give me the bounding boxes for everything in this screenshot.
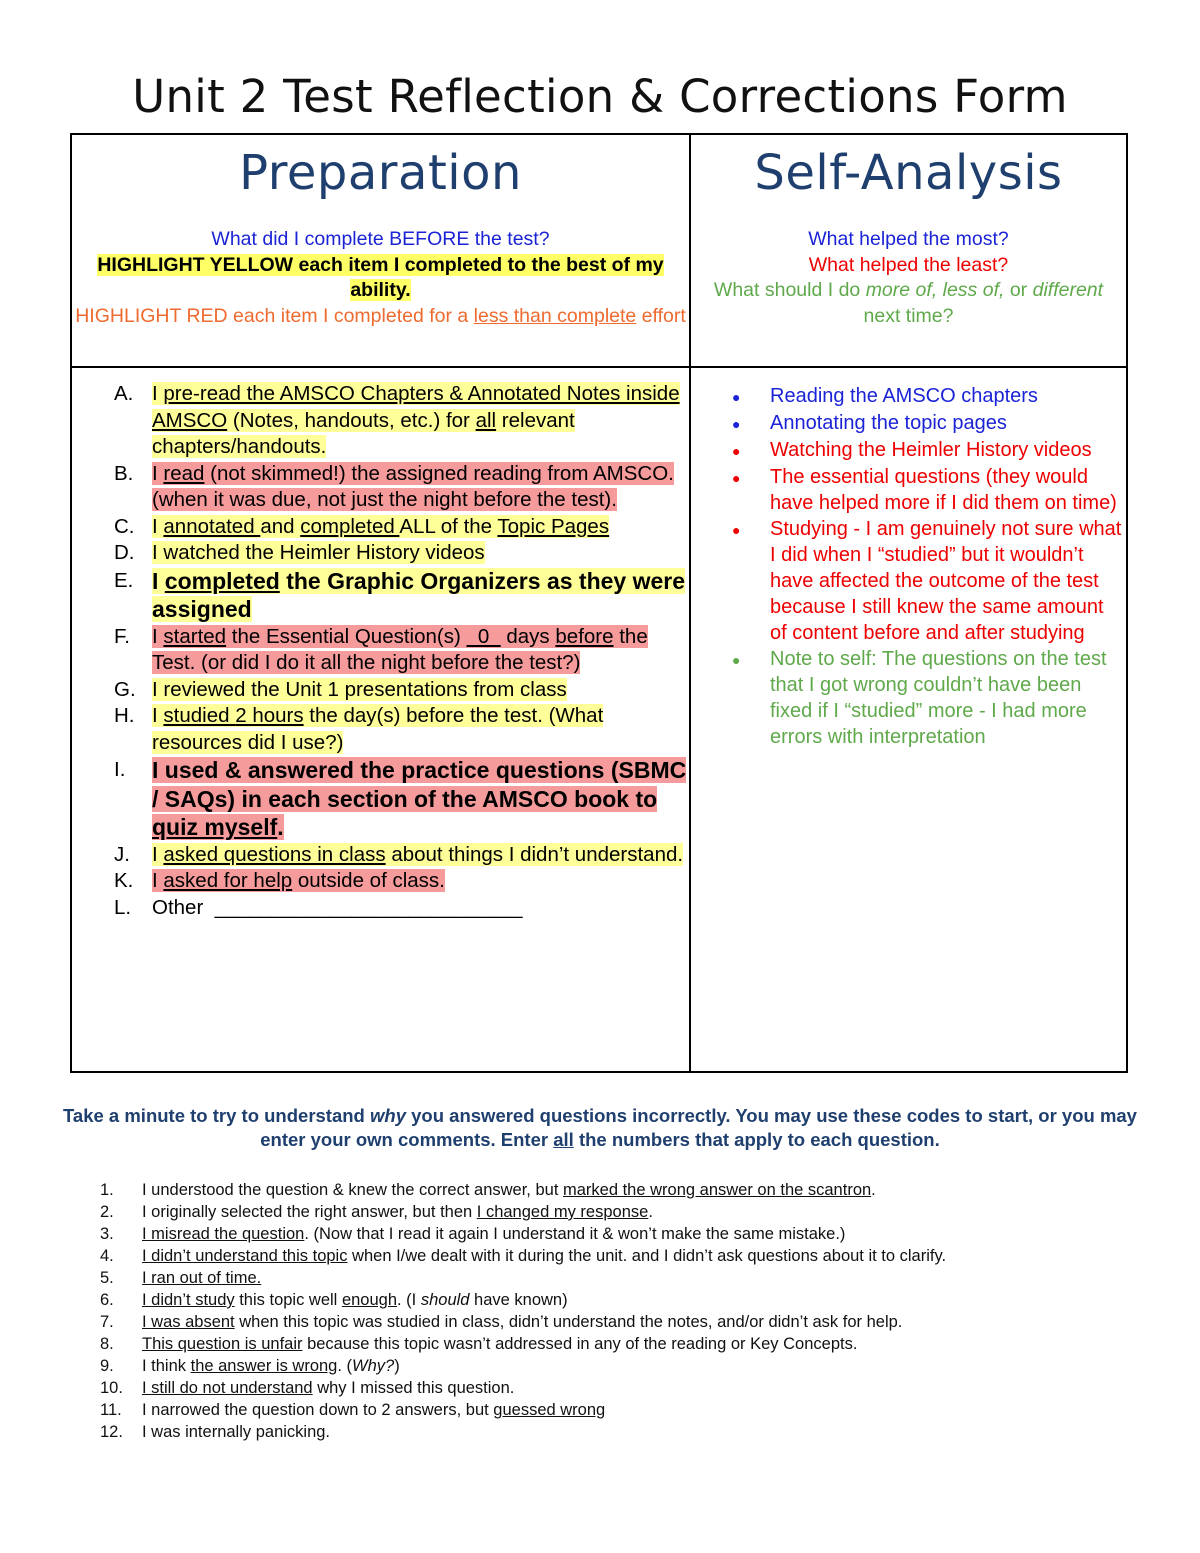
page-title: Unit 2 Test Reflection & Corrections Form — [132, 70, 1068, 123]
row-divider — [72, 366, 1126, 368]
list-item: ● Annotating the topic pages — [732, 410, 1122, 437]
list-item: G. I reviewed the Unit 1 presentations from class — [114, 677, 567, 701]
list-item: ● Watching the Heimler History videos — [732, 437, 1122, 464]
list-item: 9. I think the answer is wrong. (Why?) — [100, 1357, 400, 1375]
bullet-icon: ● — [732, 443, 741, 459]
list-item: D. I watched the Heimler History videos — [114, 541, 485, 564]
list-item: A. I pre-read the AMSCO Chapters & Annotated Notes inside AMSCO (Notes, handouts, etc.) for all relevant chapters/handouts. — [114, 382, 680, 458]
list-item: C. I annotated and completed ALL of the Topic Pages — [114, 514, 610, 538]
list-item: L. Other ___________________________ — [114, 895, 523, 919]
self-analysis-header — [691, 135, 1126, 366]
list-item: I. I used & answered the practice questions (SBMC / SAQs) in each section of the AMSCO book to quiz myself. — [114, 757, 687, 840]
preparation-header — [72, 135, 689, 366]
codes-instructions: Take a minute to try to understand why you answered questions incorrectly. You may use these codes to start, or you may enter your own comments. Enter all the numbers that apply to each question. — [63, 1105, 1137, 1150]
list-item: ● Note to self: The questions on the test that I got wrong couldn’t have been fixed if I “studied” more - I had more errors with interpretation — [732, 648, 1107, 748]
list-item: J. I asked questions in class about things I didn’t understand. — [114, 842, 684, 866]
helped-most-question: What helped the most? — [808, 228, 1009, 250]
list-item: ● Reading the AMSCO chapters — [732, 383, 1122, 410]
list-item: 12. I was internally panicking. — [100, 1423, 331, 1441]
bullet-icon: ● — [732, 652, 741, 668]
list-item: 3. I misread the question. (Now that I read it again I understand it & won’t make the same mistake.) — [100, 1225, 846, 1243]
self-analysis-heading: Self-Analysis — [754, 145, 1063, 201]
list-item: K. I asked for help outside of class. — [114, 869, 445, 892]
bullet-icon: ● — [732, 416, 741, 432]
list-item: E. I completed the Graphic Organizers as they were assigned — [114, 567, 686, 622]
list-item: ● Studying - I am genuinely not sure what I did when I “studied” but it wouldn’t have affected the outcome of the test because I still knew the same amount of content before and after studying — [732, 518, 1122, 644]
list-item: 10. I still do not understand why I missed this question. — [100, 1379, 515, 1397]
list-item: 6. I didn’t study this topic well enough. (I should have known) — [100, 1291, 568, 1309]
preparation-question: What did I complete BEFORE the test? — [211, 228, 550, 250]
list-item: 8. This question is unfair because this topic wasn’t addressed in any of the reading or Key Concepts. — [100, 1335, 858, 1353]
list-item: 1. I understood the question & knew the correct answer, but marked the wrong answer on the scantron. — [100, 1181, 876, 1199]
list-item: B. I read (not skimmed!) the assigned reading from AMSCO. (when it was due, not just the night before the test). — [114, 461, 674, 511]
list-item: ● The essential questions (they would have helped more if I did them on time) — [732, 466, 1117, 514]
list-item: H. I studied 2 hours the day(s) before the test. (What resources did I use?) — [114, 704, 604, 754]
bullet-icon: ● — [732, 389, 741, 405]
preparation-heading: Preparation — [239, 145, 522, 201]
list-item: 11. I narrowed the question down to 2 answers, but guessed wrong — [100, 1401, 606, 1419]
list-item: F. I started the Essential Question(s) 0 days before the Test. (or did I do it all the night before the test?) — [114, 624, 648, 674]
list-item: 2. I originally selected the right answer, but then I changed my response. — [100, 1203, 653, 1221]
highlight-red-instruction: HIGHLIGHT RED each item I completed for a less than complete effort — [75, 304, 686, 327]
list-item: 4. I didn’t understand this topic when I/we dealt with it during the unit. and I didn’t ask questions about it to clarify. — [100, 1247, 947, 1265]
bullet-icon: ● — [732, 470, 741, 486]
preparation-checklist — [114, 381, 689, 921]
reflection-table — [70, 133, 1128, 1073]
error-codes-list — [100, 1179, 1150, 1443]
helped-least-question: What helped the least? — [808, 253, 1009, 276]
list-item: 5. I ran out of time. — [100, 1269, 262, 1287]
self-analysis-list — [732, 383, 1122, 750]
other-blank-line: ___________________________ — [214, 895, 523, 919]
highlight-yellow-instruction: HIGHLIGHT YELLOW each item I completed to the best of my ability. — [97, 253, 664, 301]
list-item: 7. I was absent when this topic was studied in class, didn’t understand the notes, and/or didn’t ask for help. — [100, 1313, 903, 1331]
next-time-question: What should I do more of, less of, or different next time? — [713, 279, 1104, 327]
bullet-icon: ● — [732, 522, 741, 538]
